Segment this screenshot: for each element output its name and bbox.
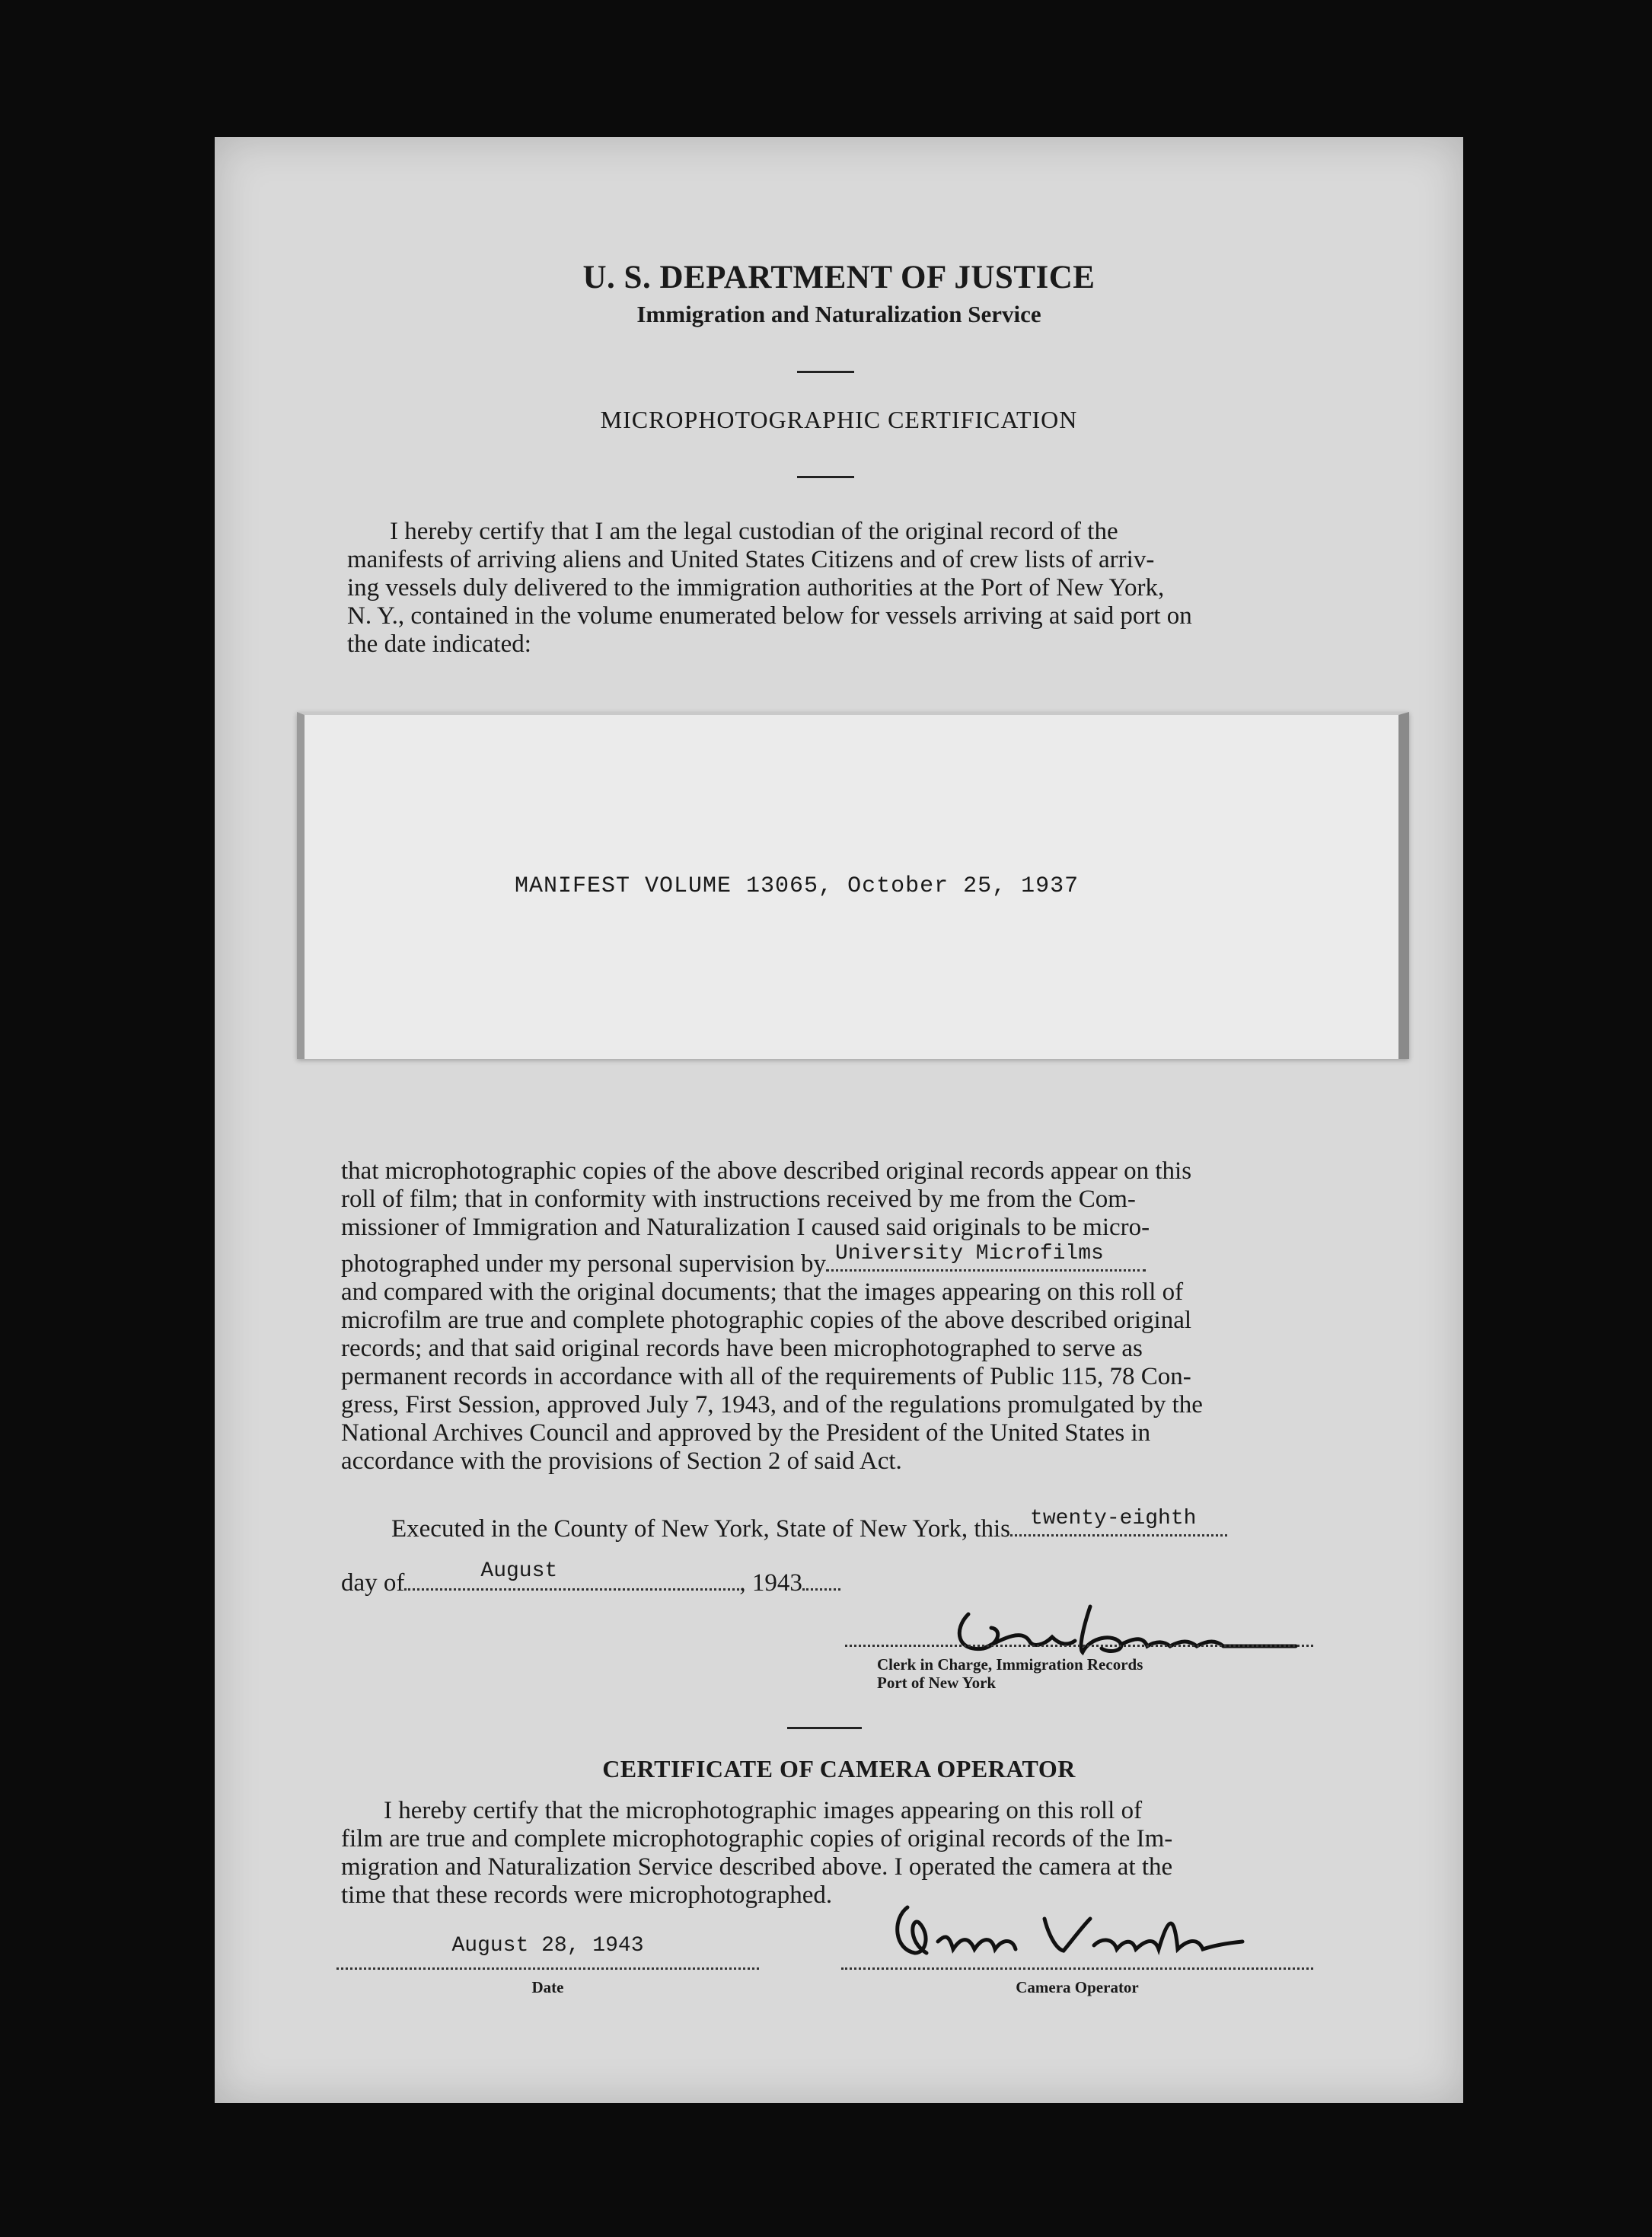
supervision-prefix: photographed under my personal supervision by (341, 1250, 826, 1278)
body-line: that microphotographic copies of the above described original records appear on this (341, 1157, 1192, 1185)
day-of-line (341, 1559, 1026, 1597)
intro-line: N. Y., contained in the volume enumerated below for vessels arriving at said port on (347, 602, 1192, 630)
month-value: August (480, 1559, 558, 1583)
camera-line: migration and Naturalization Service described above. I operated the camera at the (341, 1853, 1173, 1881)
clerk-title-line: Port of New York (877, 1674, 997, 1692)
camera-operator-field (841, 1960, 1313, 1996)
service-subheading: Immigration and Naturalization Service (636, 301, 1041, 327)
certification-title: MICROPHOTOGRAPHIC CERTIFICATION (600, 406, 1078, 433)
body-line: gress, First Session, approved July 7, 1943, and of the regulations promulgated by the (341, 1391, 1203, 1418)
body-line: permanent records in accordance with all of the requirements of Public 115, 78 Con- (341, 1363, 1191, 1390)
body-line: and compared with the original documents; that the images appearing on this roll of (341, 1278, 1184, 1306)
body-line: roll of film; that in conformity with instructions received by me from the Com- (341, 1186, 1136, 1213)
executed-line (391, 1507, 1335, 1543)
body-line: microfilm are true and complete photographic copies of the above described original (341, 1307, 1192, 1334)
body-line: records; and that said original records have been microphotographed to serve as (341, 1335, 1143, 1362)
intro-paragraph (347, 518, 1329, 659)
clerk-title (877, 1655, 1143, 1692)
executed-day-field (1010, 1507, 1227, 1537)
date-field (336, 1934, 759, 1996)
date-value: August 28, 1943 (451, 1934, 644, 1958)
year-label: , 1943 (739, 1569, 802, 1597)
executed-day-value: twenty-eighth (1030, 1507, 1197, 1530)
month-field (404, 1559, 739, 1591)
manifest-volume-slip (297, 712, 1409, 1059)
date-line (336, 1967, 759, 1970)
body-line: missioner of Immigration and Naturalization I caused said originals to be micro- (341, 1214, 1150, 1241)
intro-line: ing vessels duly delivered to the immigration authorities at the Port of New York, (347, 574, 1165, 602)
intro-line: the date indicated: (347, 630, 531, 658)
supervision-line (341, 1242, 1329, 1278)
department-heading: U. S. DEPARTMENT OF JUSTICE (582, 260, 1095, 295)
camera-line: I hereby certify that the microphotographic images appearing on this roll of (384, 1797, 1143, 1824)
manifest-volume-text: MANIFEST VOLUME 13065, October 25, 1937 (515, 873, 1080, 899)
divider-rule (797, 371, 854, 373)
day-of-label: day of (341, 1569, 405, 1597)
certification-body (341, 1157, 1329, 1476)
divider-rule (797, 476, 854, 478)
supervision-value: University Microfilms (834, 1242, 1104, 1265)
operator-signature-text: Irma Varada (885, 1888, 888, 1889)
intro-line: manifests of arriving aliens and United States Citizens and of crew lists of arriv- (347, 546, 1155, 573)
camera-line: time that these records were microphotographed. (341, 1881, 833, 1909)
camera-line: film are true and complete microphotographic copies of original records of the Im- (341, 1825, 1173, 1852)
divider-rule (787, 1727, 862, 1729)
executed-prefix: Executed in the County of New York, State of New York, this (391, 1515, 1011, 1543)
camera-certificate-title: CERTIFICATE OF CAMERA OPERATOR (602, 1755, 1076, 1782)
body-line: National Archives Council and approved by the President of the United States in (341, 1419, 1151, 1447)
intro-line: I hereby certify that I am the legal custodian of the original record of the (390, 518, 1118, 545)
date-label: Date (531, 1978, 564, 1996)
supervision-field (826, 1242, 1146, 1272)
certificate-page (215, 137, 1463, 2103)
clerk-title-line: Clerk in Charge, Immigration Records (877, 1655, 1143, 1674)
clerk-signature-line (845, 1645, 1313, 1647)
body-line: accordance with the provisions of Section 2 of said Act. (341, 1447, 902, 1475)
operator-line (841, 1967, 1313, 1970)
operator-label: Camera Operator (1016, 1978, 1139, 1996)
year-dots (802, 1567, 840, 1591)
